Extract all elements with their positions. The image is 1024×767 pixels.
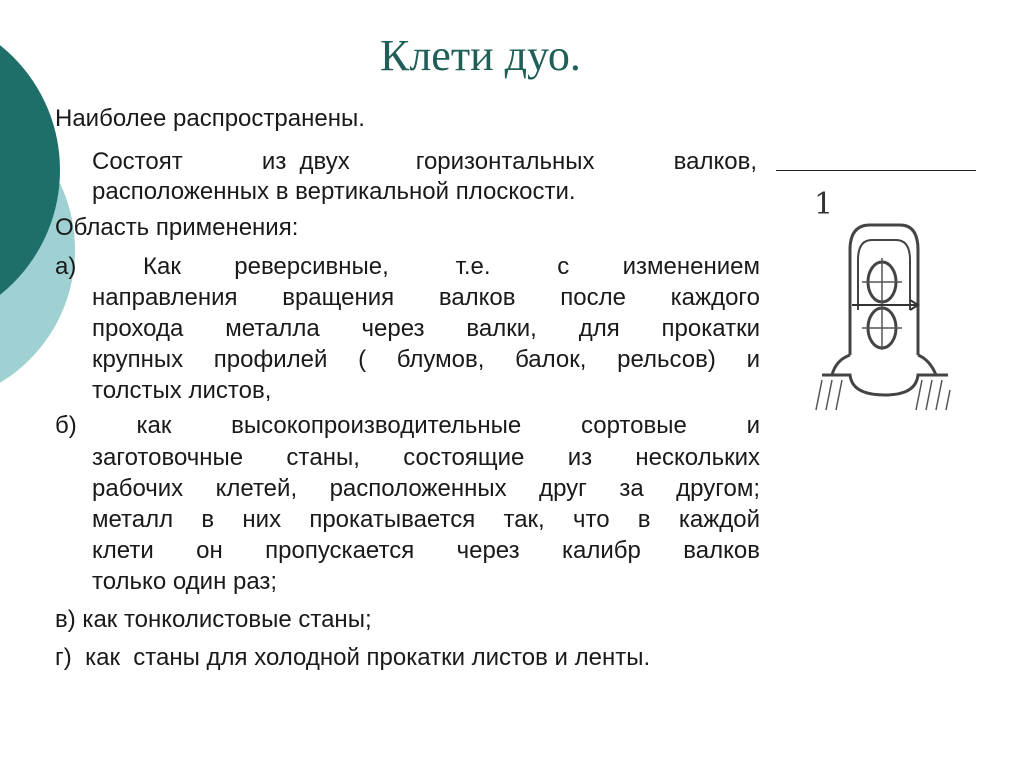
item-a-line-1: а) Как реверсивные, т.е. с изменением: [55, 253, 760, 280]
figure-label: 1: [814, 187, 834, 222]
item-a-line-5: толстых листов,: [92, 377, 272, 404]
item-g: г) как станы для холодной прокатки листов и ленты.: [55, 644, 651, 671]
item-a-line-2: направления вращения валков после каждого: [92, 284, 760, 311]
intro-text: Наиболее распространены.: [55, 105, 365, 132]
item-b-line-3: рабочих клетей, расположенных друг за другом;: [92, 475, 760, 502]
item-a-line-4: крупных профилей ( блумов, балок, рельсов) и: [92, 346, 760, 373]
item-b-line-1: б) как высокопроизводительные сортовые и: [55, 412, 760, 439]
item-b-line-2: заготовочные стaны, состоящие из нескольких: [92, 444, 760, 471]
duo-stand-figure: [810, 180, 960, 430]
item-b-line-6: только один раз;: [92, 568, 278, 595]
area-heading: Область применения:: [55, 214, 299, 241]
consist-line-1: Состоят из двух горизонтальных валков,: [92, 148, 757, 175]
underline-rule: [776, 170, 976, 171]
consist-line-2: расположенных в вертикальной плоскости.: [92, 178, 576, 205]
stand-frame: [850, 225, 918, 355]
item-v: в) как тонколистовые станы;: [55, 606, 372, 633]
item-b-line-5: клети он пропускается через калибр валков: [92, 537, 760, 564]
item-a-line-3: прохода металла через валки, для прокатки: [92, 315, 760, 342]
item-b-line-4: металл в них прокатывается так, что в каждой: [92, 506, 760, 533]
slide-title: Клети дуо.: [380, 31, 581, 80]
